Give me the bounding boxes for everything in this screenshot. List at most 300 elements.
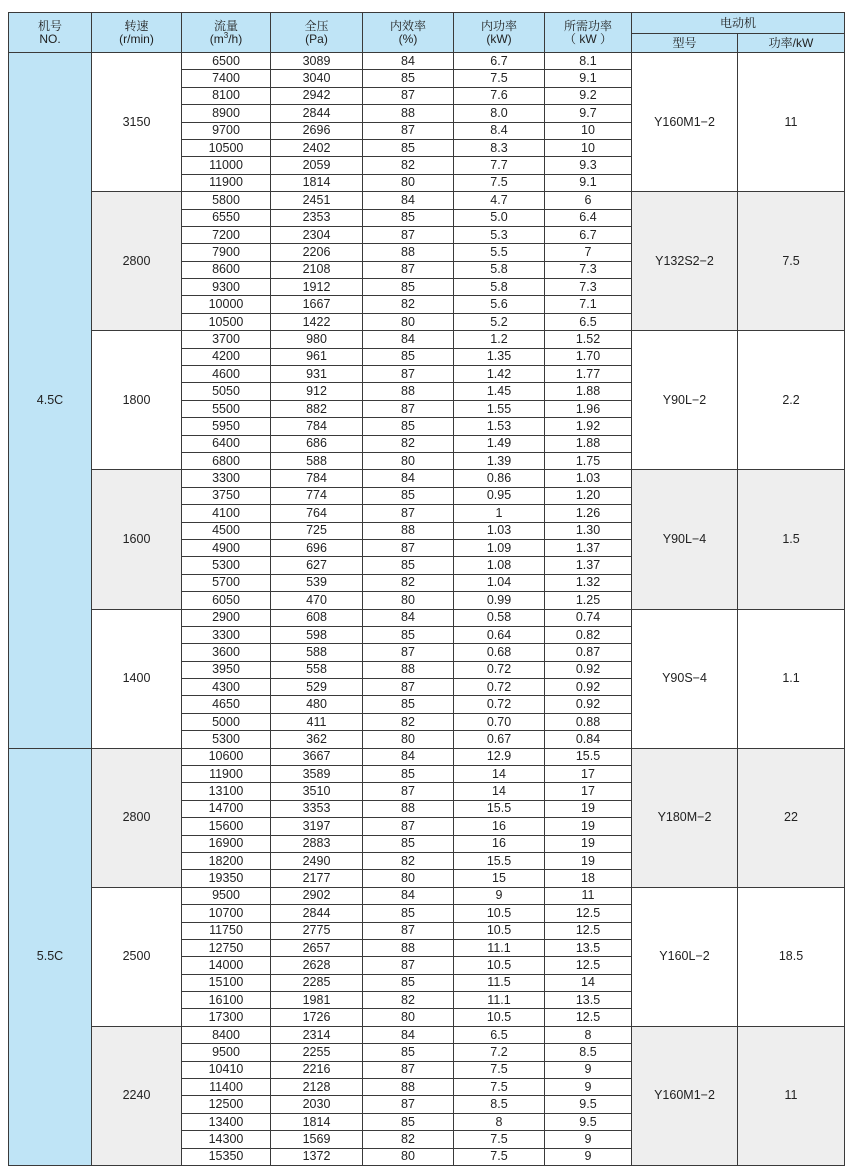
inner-power-cell: 12.9 xyxy=(454,748,545,765)
pressure-cell: 1569 xyxy=(271,1131,363,1148)
pressure-cell: 2775 xyxy=(271,922,363,939)
inner-power-cell: 0.95 xyxy=(454,487,545,504)
required-power-cell: 6 xyxy=(545,192,632,209)
header-efficiency-cn: 内效率 xyxy=(389,18,426,33)
pressure-cell: 558 xyxy=(271,661,363,678)
pressure-cell: 2108 xyxy=(271,261,363,278)
pressure-cell: 2304 xyxy=(271,226,363,243)
efficiency-cell: 87 xyxy=(363,1096,454,1113)
flow-cell: 14000 xyxy=(182,957,271,974)
pressure-cell: 784 xyxy=(271,418,363,435)
required-power-cell: 9 xyxy=(545,1148,632,1165)
inner-power-cell: 7.6 xyxy=(454,87,545,104)
flow-cell: 4100 xyxy=(182,505,271,522)
header-pressure xyxy=(271,13,363,53)
pressure-cell: 2402 xyxy=(271,139,363,156)
efficiency-cell: 84 xyxy=(363,331,454,348)
inner-power-cell: 6.5 xyxy=(454,1026,545,1043)
pressure-cell: 2353 xyxy=(271,209,363,226)
required-power-cell: 10 xyxy=(545,122,632,139)
required-power-cell: 1.92 xyxy=(545,418,632,435)
efficiency-cell: 87 xyxy=(363,366,454,383)
inner-power-cell: 7.5 xyxy=(454,1061,545,1078)
required-power-cell: 1.20 xyxy=(545,487,632,504)
header-efficiency-en: (%) xyxy=(398,31,418,46)
required-power-cell: 13.5 xyxy=(545,992,632,1009)
header-flow-en-pre: (m xyxy=(209,31,224,46)
flow-cell: 9500 xyxy=(182,887,271,904)
header-required-power-cn: 所需功率 xyxy=(563,18,612,33)
flow-cell: 6500 xyxy=(182,53,271,70)
efficiency-cell: 87 xyxy=(363,261,454,278)
header-efficiency xyxy=(363,13,454,53)
flow-cell: 10600 xyxy=(182,748,271,765)
table-row xyxy=(9,192,845,209)
inner-power-cell: 1.45 xyxy=(454,383,545,400)
flow-cell: 4200 xyxy=(182,348,271,365)
pressure-cell: 1422 xyxy=(271,313,363,330)
inner-power-cell: 0.72 xyxy=(454,696,545,713)
flow-cell: 3750 xyxy=(182,487,271,504)
motor-power-cell: 11 xyxy=(738,1026,845,1165)
pressure-cell: 764 xyxy=(271,505,363,522)
inner-power-cell: 10.5 xyxy=(454,1009,545,1026)
pressure-cell: 411 xyxy=(271,713,363,730)
required-power-cell: 9.1 xyxy=(545,70,632,87)
flow-cell: 12500 xyxy=(182,1096,271,1113)
pressure-cell: 1667 xyxy=(271,296,363,313)
flow-cell: 11750 xyxy=(182,922,271,939)
pressure-cell: 784 xyxy=(271,470,363,487)
pressure-cell: 1981 xyxy=(271,992,363,1009)
required-power-cell: 9 xyxy=(545,1131,632,1148)
motor-model-cell: Y180M−2 xyxy=(632,748,738,887)
motor-power-cell: 18.5 xyxy=(738,887,845,1026)
flow-cell: 5500 xyxy=(182,400,271,417)
required-power-cell: 1.88 xyxy=(545,383,632,400)
pressure-cell: 1726 xyxy=(271,1009,363,1026)
inner-power-cell: 5.2 xyxy=(454,313,545,330)
flow-cell: 4600 xyxy=(182,366,271,383)
pressure-cell: 2285 xyxy=(271,974,363,991)
inner-power-cell: 5.5 xyxy=(454,244,545,261)
flow-cell: 4650 xyxy=(182,696,271,713)
pressure-cell: 2216 xyxy=(271,1061,363,1078)
pressure-cell: 1372 xyxy=(271,1148,363,1165)
pressure-cell: 3197 xyxy=(271,818,363,835)
efficiency-cell: 85 xyxy=(363,974,454,991)
efficiency-cell: 87 xyxy=(363,644,454,661)
flow-cell: 3300 xyxy=(182,626,271,643)
efficiency-cell: 87 xyxy=(363,400,454,417)
flow-cell: 5300 xyxy=(182,557,271,574)
inner-power-cell: 1 xyxy=(454,505,545,522)
required-power-cell: 9.3 xyxy=(545,157,632,174)
efficiency-cell: 84 xyxy=(363,748,454,765)
header-flow xyxy=(182,13,271,53)
pressure-cell: 2696 xyxy=(271,122,363,139)
inner-power-cell: 0.72 xyxy=(454,661,545,678)
required-power-cell: 19 xyxy=(545,835,632,852)
efficiency-cell: 88 xyxy=(363,661,454,678)
pressure-cell: 2883 xyxy=(271,835,363,852)
speed-cell: 3150 xyxy=(92,53,182,192)
efficiency-cell: 84 xyxy=(363,1026,454,1043)
motor-power-cell: 1.1 xyxy=(738,609,845,748)
table-row xyxy=(9,470,845,487)
pressure-cell: 539 xyxy=(271,574,363,591)
efficiency-cell: 82 xyxy=(363,296,454,313)
pressure-cell: 2128 xyxy=(271,1079,363,1096)
required-power-cell: 1.37 xyxy=(545,539,632,556)
pressure-cell: 598 xyxy=(271,626,363,643)
pressure-cell: 529 xyxy=(271,679,363,696)
inner-power-cell: 15 xyxy=(454,870,545,887)
required-power-cell: 1.96 xyxy=(545,400,632,417)
inner-power-cell: 0.64 xyxy=(454,626,545,643)
required-power-cell: 0.92 xyxy=(545,679,632,696)
efficiency-cell: 88 xyxy=(363,1079,454,1096)
efficiency-cell: 80 xyxy=(363,592,454,609)
required-power-cell: 9 xyxy=(545,1079,632,1096)
pressure-cell: 2451 xyxy=(271,192,363,209)
pressure-cell: 2177 xyxy=(271,870,363,887)
pressure-cell: 3040 xyxy=(271,70,363,87)
flow-cell: 9700 xyxy=(182,122,271,139)
header-speed xyxy=(92,13,182,53)
efficiency-cell: 87 xyxy=(363,505,454,522)
pressure-cell: 3510 xyxy=(271,783,363,800)
pressure-cell: 3089 xyxy=(271,53,363,70)
inner-power-cell: 10.5 xyxy=(454,905,545,922)
efficiency-cell: 87 xyxy=(363,539,454,556)
header-fan-no-en: NO. xyxy=(39,31,61,46)
flow-cell: 15350 xyxy=(182,1148,271,1165)
pressure-cell: 961 xyxy=(271,348,363,365)
efficiency-cell: 85 xyxy=(363,70,454,87)
efficiency-cell: 80 xyxy=(363,1148,454,1165)
pressure-cell: 1814 xyxy=(271,1113,363,1130)
required-power-cell: 12.5 xyxy=(545,1009,632,1026)
header-flow-en-sup: 3 xyxy=(223,30,229,40)
efficiency-cell: 87 xyxy=(363,122,454,139)
flow-cell: 10500 xyxy=(182,313,271,330)
pressure-cell: 1912 xyxy=(271,279,363,296)
speed-cell: 1400 xyxy=(92,609,182,748)
required-power-cell: 1.37 xyxy=(545,557,632,574)
efficiency-cell: 84 xyxy=(363,887,454,904)
inner-power-cell: 5.0 xyxy=(454,209,545,226)
pressure-cell: 480 xyxy=(271,696,363,713)
flow-cell: 4900 xyxy=(182,539,271,556)
inner-power-cell: 1.42 xyxy=(454,366,545,383)
speed-cell: 1800 xyxy=(92,331,182,470)
efficiency-cell: 82 xyxy=(363,574,454,591)
required-power-cell: 15.5 xyxy=(545,748,632,765)
required-power-cell: 7.3 xyxy=(545,279,632,296)
pressure-cell: 608 xyxy=(271,609,363,626)
inner-power-cell: 8.5 xyxy=(454,1096,545,1113)
header-required-power xyxy=(545,13,632,53)
efficiency-cell: 85 xyxy=(363,348,454,365)
required-power-cell: 8 xyxy=(545,1026,632,1043)
flow-cell: 4500 xyxy=(182,522,271,539)
pressure-cell: 588 xyxy=(271,644,363,661)
required-power-cell: 1.03 xyxy=(545,470,632,487)
flow-cell: 5050 xyxy=(182,383,271,400)
efficiency-cell: 85 xyxy=(363,418,454,435)
required-power-cell: 0.82 xyxy=(545,626,632,643)
inner-power-cell: 10.5 xyxy=(454,922,545,939)
motor-model-cell: Y160M1−2 xyxy=(632,1026,738,1165)
flow-cell: 16100 xyxy=(182,992,271,1009)
flow-cell: 6550 xyxy=(182,209,271,226)
required-power-cell: 1.32 xyxy=(545,574,632,591)
header-pressure-en: (Pa) xyxy=(305,31,328,46)
efficiency-cell: 84 xyxy=(363,609,454,626)
flow-cell: 16900 xyxy=(182,835,271,852)
required-power-cell: 10 xyxy=(545,139,632,156)
flow-cell: 3950 xyxy=(182,661,271,678)
pressure-cell: 588 xyxy=(271,452,363,469)
efficiency-cell: 87 xyxy=(363,957,454,974)
motor-model-cell: Y132S2−2 xyxy=(632,192,738,331)
flow-cell: 9500 xyxy=(182,1044,271,1061)
required-power-cell: 9.2 xyxy=(545,87,632,104)
header-motor: 电动机 xyxy=(632,13,845,34)
pressure-cell: 1814 xyxy=(271,174,363,191)
efficiency-cell: 84 xyxy=(363,470,454,487)
pressure-cell: 3589 xyxy=(271,766,363,783)
header-fan-no xyxy=(9,13,92,53)
efficiency-cell: 85 xyxy=(363,766,454,783)
inner-power-cell: 4.7 xyxy=(454,192,545,209)
required-power-cell: 0.88 xyxy=(545,713,632,730)
inner-power-cell: 1.39 xyxy=(454,452,545,469)
required-power-cell: 6.7 xyxy=(545,226,632,243)
flow-cell: 11000 xyxy=(182,157,271,174)
flow-cell: 6050 xyxy=(182,592,271,609)
efficiency-cell: 85 xyxy=(363,279,454,296)
efficiency-cell: 84 xyxy=(363,192,454,209)
efficiency-cell: 84 xyxy=(363,53,454,70)
required-power-cell: 8.1 xyxy=(545,53,632,70)
efficiency-cell: 87 xyxy=(363,87,454,104)
flow-cell: 8900 xyxy=(182,105,271,122)
efficiency-cell: 87 xyxy=(363,679,454,696)
required-power-cell: 6.5 xyxy=(545,313,632,330)
required-power-cell: 12.5 xyxy=(545,905,632,922)
pressure-cell: 2657 xyxy=(271,939,363,956)
required-power-cell: 1.77 xyxy=(545,366,632,383)
inner-power-cell: 0.70 xyxy=(454,713,545,730)
required-power-cell: 18 xyxy=(545,870,632,887)
pressure-cell: 2255 xyxy=(271,1044,363,1061)
flow-cell: 5950 xyxy=(182,418,271,435)
required-power-cell: 13.5 xyxy=(545,939,632,956)
flow-cell: 7200 xyxy=(182,226,271,243)
required-power-cell: 17 xyxy=(545,783,632,800)
flow-cell: 7400 xyxy=(182,70,271,87)
flow-cell: 10700 xyxy=(182,905,271,922)
flow-cell: 5000 xyxy=(182,713,271,730)
pressure-cell: 725 xyxy=(271,522,363,539)
flow-cell: 3300 xyxy=(182,470,271,487)
efficiency-cell: 85 xyxy=(363,905,454,922)
inner-power-cell: 0.72 xyxy=(454,679,545,696)
flow-cell: 5800 xyxy=(182,192,271,209)
inner-power-cell: 7.7 xyxy=(454,157,545,174)
required-power-cell: 19 xyxy=(545,800,632,817)
flow-cell: 3700 xyxy=(182,331,271,348)
required-power-cell: 7 xyxy=(545,244,632,261)
fan-performance-table xyxy=(8,12,845,1166)
motor-model-cell: Y160M1−2 xyxy=(632,53,738,192)
efficiency-cell: 80 xyxy=(363,174,454,191)
efficiency-cell: 82 xyxy=(363,713,454,730)
pressure-cell: 882 xyxy=(271,400,363,417)
pressure-cell: 2844 xyxy=(271,105,363,122)
table-row xyxy=(9,1026,845,1043)
required-power-cell: 9.5 xyxy=(545,1113,632,1130)
inner-power-cell: 16 xyxy=(454,835,545,852)
inner-power-cell: 9 xyxy=(454,887,545,904)
efficiency-cell: 80 xyxy=(363,313,454,330)
required-power-cell: 14 xyxy=(545,974,632,991)
efficiency-cell: 88 xyxy=(363,105,454,122)
table-row xyxy=(9,887,845,904)
efficiency-cell: 88 xyxy=(363,800,454,817)
header-flow-en-post: /h) xyxy=(228,31,243,46)
flow-cell: 5700 xyxy=(182,574,271,591)
required-power-cell: 7.3 xyxy=(545,261,632,278)
efficiency-cell: 87 xyxy=(363,1061,454,1078)
inner-power-cell: 11.1 xyxy=(454,939,545,956)
pressure-cell: 2206 xyxy=(271,244,363,261)
flow-cell: 10500 xyxy=(182,139,271,156)
required-power-cell: 1.88 xyxy=(545,435,632,452)
efficiency-cell: 87 xyxy=(363,226,454,243)
inner-power-cell: 7.2 xyxy=(454,1044,545,1061)
efficiency-cell: 88 xyxy=(363,244,454,261)
speed-cell: 2500 xyxy=(92,887,182,1026)
required-power-cell: 1.26 xyxy=(545,505,632,522)
required-power-cell: 1.70 xyxy=(545,348,632,365)
motor-model-cell: Y90L−4 xyxy=(632,470,738,609)
inner-power-cell: 0.58 xyxy=(454,609,545,626)
inner-power-cell: 8.3 xyxy=(454,139,545,156)
efficiency-cell: 85 xyxy=(363,626,454,643)
header-inner-power xyxy=(454,13,545,53)
efficiency-cell: 80 xyxy=(363,1009,454,1026)
flow-cell: 12750 xyxy=(182,939,271,956)
fan-no-cell: 5.5C xyxy=(9,748,92,1165)
flow-cell: 4300 xyxy=(182,679,271,696)
efficiency-cell: 82 xyxy=(363,852,454,869)
pressure-cell: 912 xyxy=(271,383,363,400)
inner-power-cell: 1.09 xyxy=(454,539,545,556)
inner-power-cell: 0.86 xyxy=(454,470,545,487)
inner-power-cell: 1.53 xyxy=(454,418,545,435)
efficiency-cell: 88 xyxy=(363,522,454,539)
efficiency-cell: 82 xyxy=(363,435,454,452)
fan-no-cell: 4.5C xyxy=(9,53,92,749)
inner-power-cell: 7.5 xyxy=(454,174,545,191)
table-row xyxy=(9,331,845,348)
inner-power-cell: 7.5 xyxy=(454,1148,545,1165)
required-power-cell: 7.1 xyxy=(545,296,632,313)
inner-power-cell: 6.7 xyxy=(454,53,545,70)
efficiency-cell: 85 xyxy=(363,696,454,713)
required-power-cell: 9 xyxy=(545,1061,632,1078)
inner-power-cell: 8.0 xyxy=(454,105,545,122)
header-motor-model: 型号 xyxy=(632,34,738,53)
pressure-cell: 774 xyxy=(271,487,363,504)
pressure-cell: 980 xyxy=(271,331,363,348)
flow-cell: 13100 xyxy=(182,783,271,800)
motor-power-cell: 1.5 xyxy=(738,470,845,609)
motor-power-cell: 11 xyxy=(738,53,845,192)
speed-cell: 2240 xyxy=(92,1026,182,1165)
efficiency-cell: 80 xyxy=(363,731,454,748)
inner-power-cell: 7.5 xyxy=(454,70,545,87)
header-speed-en: (r/min) xyxy=(119,31,154,46)
inner-power-cell: 16 xyxy=(454,818,545,835)
speed-cell: 1600 xyxy=(92,470,182,609)
flow-cell: 6400 xyxy=(182,435,271,452)
inner-power-cell: 1.03 xyxy=(454,522,545,539)
table-row xyxy=(9,609,845,626)
efficiency-cell: 82 xyxy=(363,157,454,174)
inner-power-cell: 7.5 xyxy=(454,1079,545,1096)
inner-power-cell: 5.8 xyxy=(454,261,545,278)
motor-model-cell: Y90S−4 xyxy=(632,609,738,748)
pressure-cell: 627 xyxy=(271,557,363,574)
motor-model-cell: Y90L−2 xyxy=(632,331,738,470)
flow-cell: 13400 xyxy=(182,1113,271,1130)
header-inner-power-en: (kW) xyxy=(486,31,512,46)
pressure-cell: 470 xyxy=(271,592,363,609)
header-flow-en xyxy=(182,30,270,46)
inner-power-cell: 5.8 xyxy=(454,279,545,296)
inner-power-cell: 14 xyxy=(454,783,545,800)
inner-power-cell: 5.3 xyxy=(454,226,545,243)
header-pressure-cn: 全压 xyxy=(304,18,329,33)
pressure-cell: 686 xyxy=(271,435,363,452)
inner-power-cell: 14 xyxy=(454,766,545,783)
flow-cell: 2900 xyxy=(182,609,271,626)
inner-power-cell: 15.5 xyxy=(454,800,545,817)
inner-power-cell: 10.5 xyxy=(454,957,545,974)
required-power-cell: 1.25 xyxy=(545,592,632,609)
efficiency-cell: 88 xyxy=(363,939,454,956)
flow-cell: 14700 xyxy=(182,800,271,817)
efficiency-cell: 87 xyxy=(363,818,454,835)
header-speed-cn: 转速 xyxy=(124,18,149,33)
efficiency-cell: 85 xyxy=(363,835,454,852)
motor-power-cell: 2.2 xyxy=(738,331,845,470)
required-power-cell: 1.30 xyxy=(545,522,632,539)
flow-cell: 11900 xyxy=(182,766,271,783)
required-power-cell: 19 xyxy=(545,852,632,869)
speed-cell: 2800 xyxy=(92,748,182,887)
inner-power-cell: 8.4 xyxy=(454,122,545,139)
inner-power-cell: 7.5 xyxy=(454,1131,545,1148)
pressure-cell: 2942 xyxy=(271,87,363,104)
header-fan-no-cn: 机号 xyxy=(37,18,62,33)
pressure-cell: 2902 xyxy=(271,887,363,904)
pressure-cell: 2059 xyxy=(271,157,363,174)
